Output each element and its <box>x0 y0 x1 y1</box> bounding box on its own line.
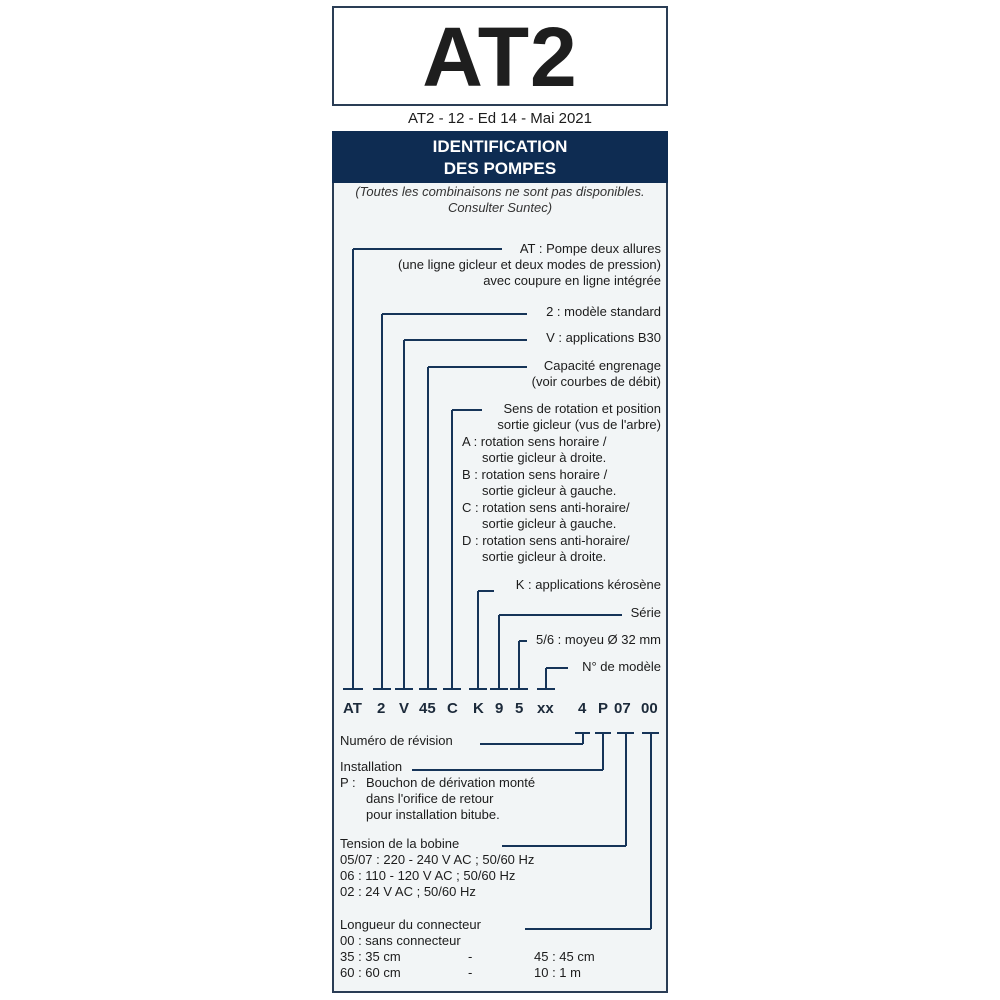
installation-p-description <box>366 775 535 823</box>
product-title: AT2 <box>422 10 578 104</box>
voltage-heading: Tension de la bobine <box>340 836 460 851</box>
installation-line-3: pour installation bitube. <box>366 807 500 822</box>
option-c-line-2: sortie gicleur à gauche. <box>482 516 617 531</box>
series-description: Série <box>630 605 661 620</box>
voltage-row: 02 : 24 V AC ; 50/60 Hz <box>340 884 476 899</box>
rotation-option-d <box>462 533 630 565</box>
note-line-2: Consulter Suntec) <box>447 200 553 215</box>
connector-60: 60 : 60 cm <box>340 965 401 980</box>
capacity-description <box>532 358 661 390</box>
code-k: K <box>473 700 484 717</box>
note-line-1: (Toutes les combinaisons ne sont pas disponibles. <box>355 184 645 199</box>
connector-35: 35 : 35 cm <box>340 949 401 964</box>
model-number-description: N° de modèle <box>582 659 661 674</box>
rotation-heading <box>497 401 661 433</box>
at-line-3: avec coupure en ligne intégrée <box>483 273 661 288</box>
rotation-head-line-1: Sens de rotation et position <box>503 401 661 416</box>
applications-description: V : applications B30 <box>546 330 661 345</box>
voltage-row: 05/07 : 220 - 240 V AC ; 50/60 Hz <box>340 852 535 867</box>
option-a-line-2: sortie gicleur à droite. <box>482 450 607 465</box>
capacity-line-1: Capacité engrenage <box>543 358 661 373</box>
kerosene-description: K : applications kérosène <box>515 577 661 592</box>
connector-sep: - <box>468 965 473 980</box>
hub-description: 5/6 : moyeu Ø 32 mm <box>536 632 661 647</box>
code-c: C <box>447 700 458 717</box>
voltage-section <box>340 836 534 900</box>
voltage-row: 06 : 110 - 120 V AC ; 50/60 Hz <box>340 868 516 883</box>
connector-section <box>340 917 481 949</box>
header-line-1: IDENTIFICATION <box>432 137 568 156</box>
at-description <box>398 241 661 289</box>
code-xx: xx <box>537 700 554 717</box>
option-b-line-2: sortie gicleur à gauche. <box>482 483 617 498</box>
option-d-line-1: D : rotation sens anti-horaire/ <box>462 533 630 548</box>
installation-line-1: Bouchon de dérivation monté <box>366 775 536 790</box>
capacity-line-2: (voir courbes de débit) <box>531 374 661 389</box>
installation-line-2: dans l'orifice de retour <box>366 791 494 806</box>
code-9: 9 <box>495 700 504 717</box>
connector-row-none: 00 : sans connecteur <box>340 933 461 948</box>
connector-heading: Longueur du connecteur <box>340 917 481 932</box>
installation-heading: Installation <box>340 759 403 774</box>
rotation-option-a <box>462 434 607 466</box>
code-07: 07 <box>614 700 631 717</box>
rotation-head-line-2: sortie gicleur (vus de l'arbre) <box>497 417 661 432</box>
code-at: AT <box>343 700 362 717</box>
connector-10: 10 : 1 m <box>534 965 581 980</box>
code-p: P <box>598 700 609 717</box>
at-line-1: AT : Pompe deux allures <box>519 241 661 256</box>
connector-sep: - <box>468 949 473 964</box>
code-00: 00 <box>641 700 658 717</box>
code-45: 45 <box>419 700 436 717</box>
option-c-line-1: C : rotation sens anti-horaire/ <box>462 500 630 515</box>
revision-label: Numéro de révision <box>340 733 453 748</box>
option-d-line-2: sortie gicleur à droite. <box>482 549 607 564</box>
option-b-line-1: B : rotation sens horaire / <box>462 467 608 482</box>
at-line-2: (une ligne gicleur et deux modes de pression) <box>397 257 661 272</box>
installation-p-key: P : <box>340 775 356 790</box>
code-5: 5 <box>515 700 524 717</box>
option-a-line-1: A : rotation sens horaire / <box>462 434 607 449</box>
code-4: 4 <box>578 700 587 717</box>
edition-label: AT2 - 12 - Ed 14 - Mai 2021 <box>408 110 592 127</box>
code-2: 2 <box>377 700 386 717</box>
rotation-option-c <box>462 500 630 532</box>
model-description: 2 : modèle standard <box>546 304 661 319</box>
code-v: V <box>399 700 410 717</box>
header-line-2: DES POMPES <box>443 159 557 178</box>
rotation-option-b <box>462 467 616 499</box>
connector-45: 45 : 45 cm <box>534 949 595 964</box>
